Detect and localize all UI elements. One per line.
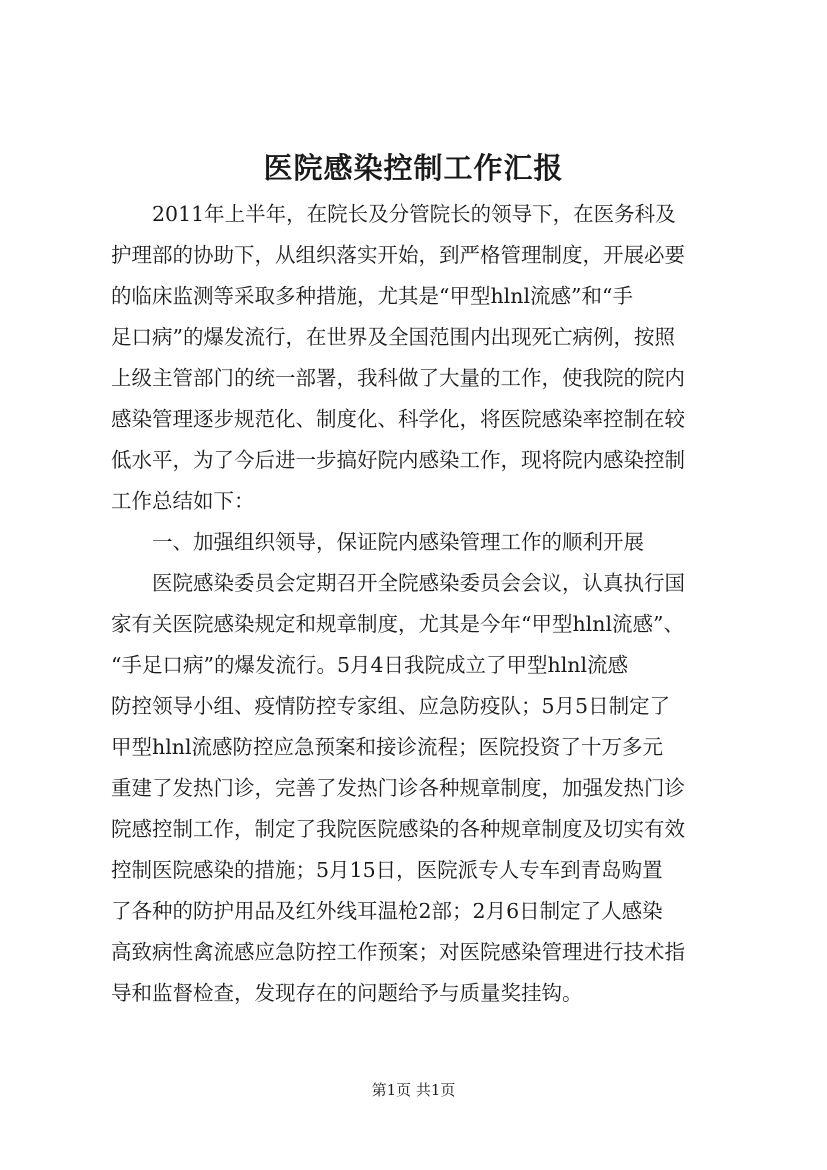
section-heading: 一、加强组织领导，保证院内感染管理工作的顺利开展	[152, 530, 644, 554]
paragraph-line: 足口病”的爆发流行，在世界及全国范围内出现死亡病例，按照	[111, 325, 675, 349]
document-title: 医院感染控制工作汇报	[263, 151, 564, 185]
paragraph-line: 的临床监测等采取多种措施，尤其是“甲型hlnl流感”和“手	[111, 284, 633, 308]
paragraph-line: 低水平，为了今后进一步搞好院内感染工作，现将院内感染控制	[111, 448, 685, 472]
paragraph-line: 了各种的防护用品及红外线耳温枪2部；2月6日制定了人感染	[111, 899, 663, 923]
paragraph-line: 甲型hlnl流感防控应急预案和接诊流程；医院投资了十万多元	[111, 735, 664, 759]
paragraph-line: 导和监督检查，发现存在的问题给予与质量奖挂钩。	[111, 981, 583, 1005]
paragraph-line: 控制医院感染的措施；5月15日，医院派专人专车到青岛购置	[111, 858, 663, 882]
paragraph-line: 护理部的协助下，从组织落实开始，到严格管理制度，开展必要	[111, 243, 685, 267]
paragraph-line: 上级主管部门的统一部署，我科做了大量的工作，使我院的院内	[111, 366, 685, 390]
paragraph-line: 工作总结如下：	[111, 489, 255, 513]
paragraph-line: 重建了发热门诊，完善了发热门诊各种规章制度，加强发热门诊	[111, 776, 685, 800]
paragraph-line: 院感控制工作，制定了我院医院感染的各种规章制度及切实有效	[111, 817, 685, 841]
paragraph-line: 2011年上半年，在院长及分管院长的领导下，在医务科及	[152, 202, 676, 226]
paragraph-line: “手足口病”的爆发流行。5月4日我院成立了甲型hlnl流感	[111, 653, 629, 677]
paragraph-line: 感染管理逐步规范化、制度化、科学化，将医院感染率控制在较	[111, 407, 685, 431]
page-footer: 第1页 共1页	[371, 1081, 456, 1099]
paragraph-line: 防控领导小组、疫情防控专家组、应急防疫队；5月5日制定了	[111, 694, 671, 718]
paragraph-line: 家有关医院感染规定和规章制度，尤其是今年“甲型hlnl流感”、	[111, 612, 684, 636]
paragraph-line: 高致病性禽流感应急防控工作预案；对医院感染管理进行技术指	[111, 940, 685, 964]
paragraph-line: 医院感染委员会定期召开全院感染委员会会议，认真执行国	[152, 571, 685, 595]
